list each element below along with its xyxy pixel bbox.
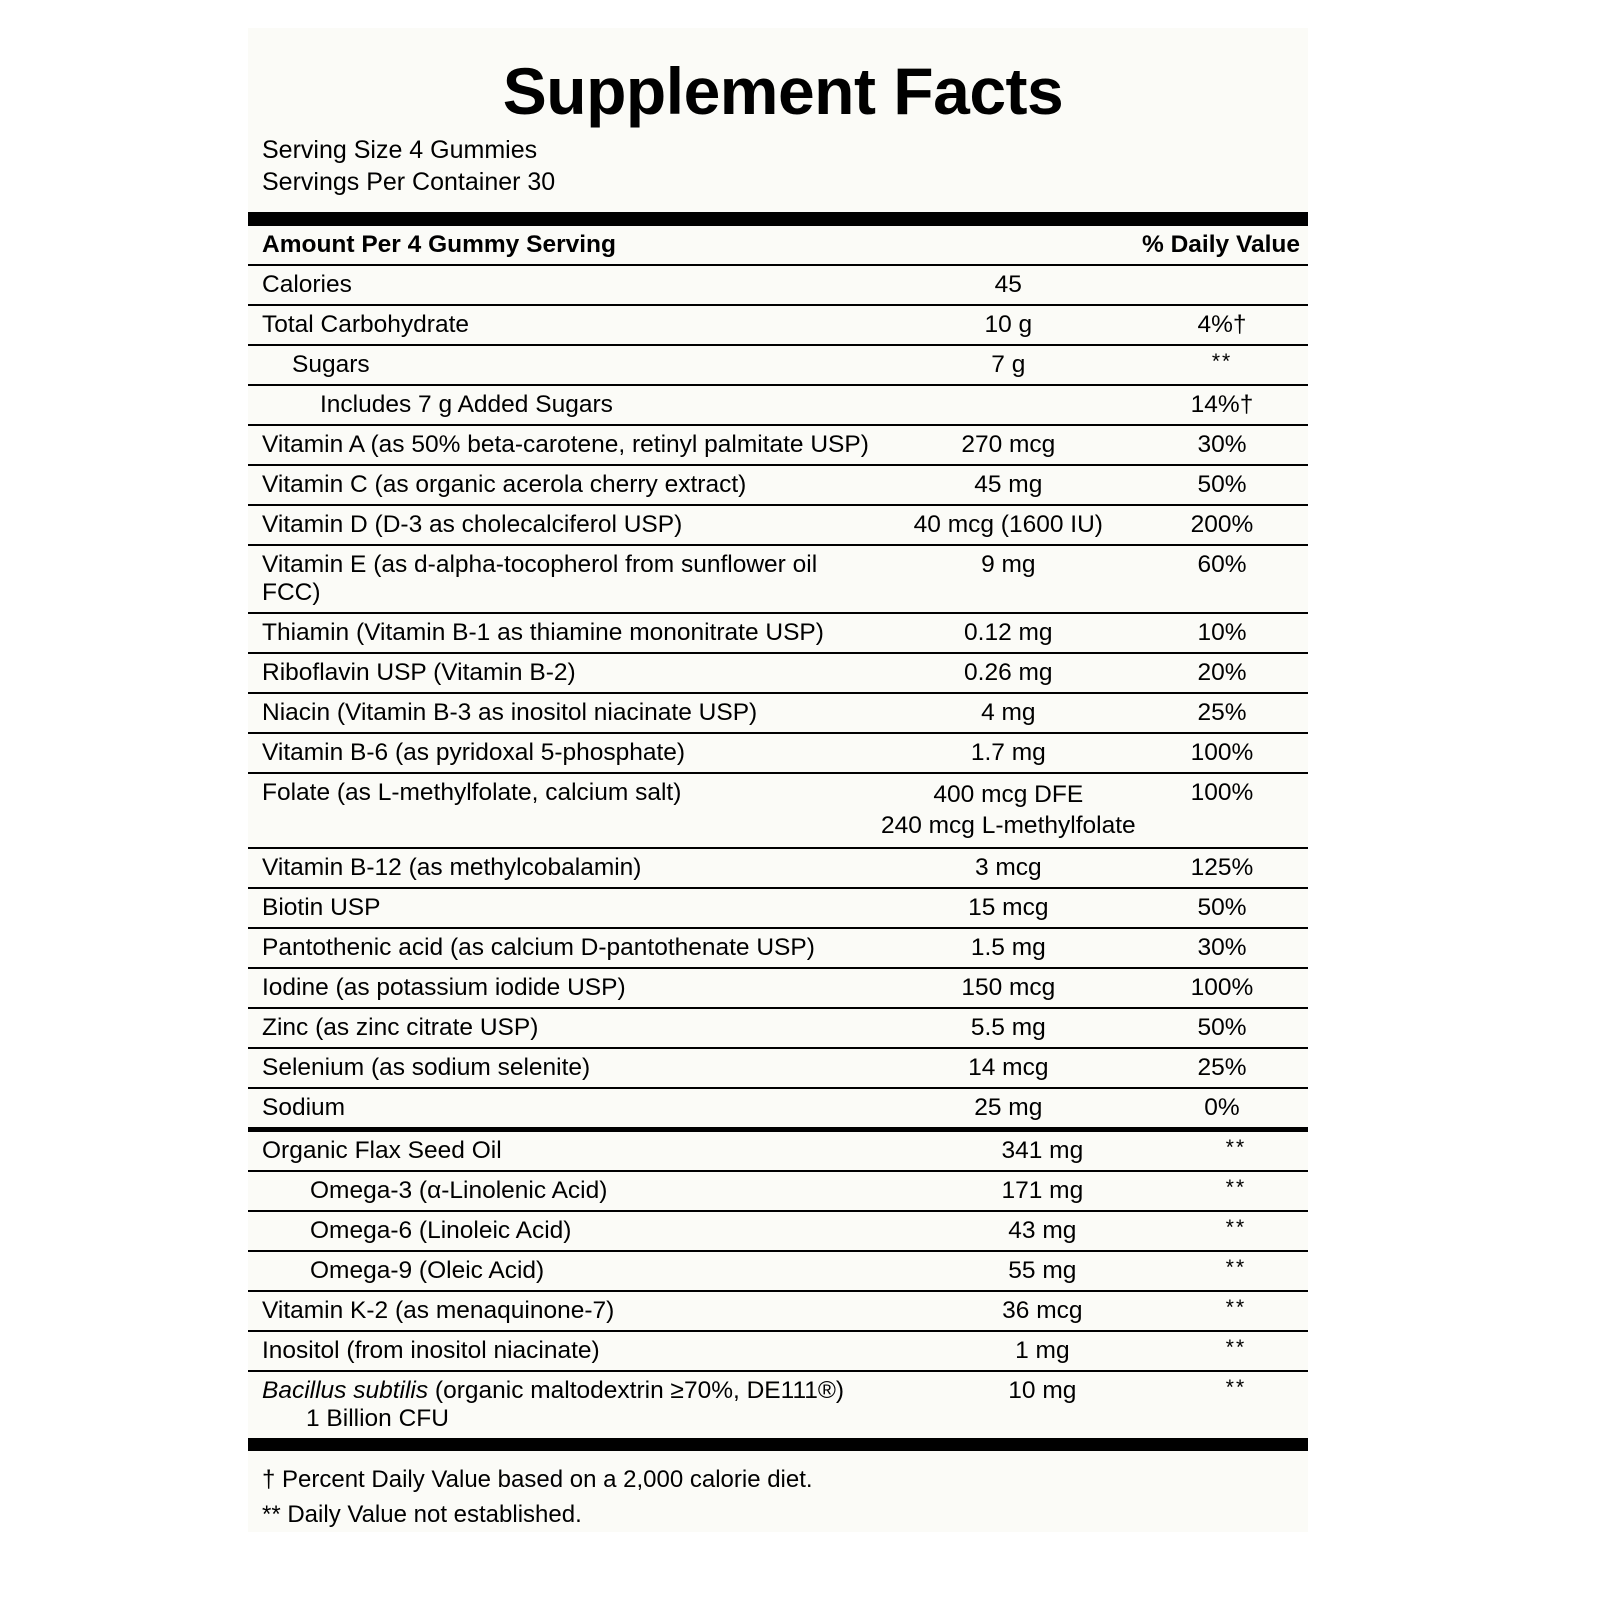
table-row [248,545,1308,613]
nutrient-amount [875,773,1142,848]
nutrient-name: Vitamin E (as d-alpha-tocopherol from sunflower oil FCC) [248,545,875,613]
nutrient-dv: 25% [1142,1048,1308,1088]
table-row [248,1291,1308,1331]
table-row [248,928,1308,968]
daily-value-header: % Daily Value [1142,226,1308,265]
nutrient-amount: 15 mcg [875,888,1142,928]
table-row [248,465,1308,505]
nutrient-amount: 171 mg [915,1171,1170,1211]
nutrient-name: Thiamin (Vitamin B-1 as thiamine mononitrate USP) [248,613,875,653]
nutrient-dv: ** [1170,1132,1308,1171]
nutrient-dv: 100% [1142,733,1308,773]
nutrient-name: Sodium [262,1093,346,1121]
nutrient-amount: 55 mg [915,1251,1170,1291]
nutrient-name: Niacin (Vitamin B-3 as inositol niacinate USP) [248,693,875,733]
nutrient-name: Iodine (as potassium iodide USP) [248,968,875,1008]
nutrient-amount: 1.5 mg [875,928,1142,968]
nutrient-amount-line2: 240 mcg L-methylfolate [880,812,1136,840]
table-row [248,773,1308,848]
nutrient-amount: 9 mg [875,545,1142,613]
nutrient-amount: 7 g [875,345,1142,385]
nutrient-amount: 10 g [875,305,1142,345]
table-row [248,1251,1308,1291]
nutrient-name: Vitamin B-12 (as methylcobalamin) [248,848,875,888]
table-row [248,968,1308,1008]
nutrient-amount: 0.26 mg [875,653,1142,693]
divider-thick-top [248,212,1308,226]
amount-header: Amount Per 4 Gummy Serving [248,226,875,265]
nutrient-name: Zinc (as zinc citrate USP) [248,1008,875,1048]
nutrient-name: Folate (as L-methylfolate, calcium salt) [248,773,875,848]
nutrient-name: Includes 7 g Added Sugars [248,385,875,425]
table-row [248,1088,1308,1127]
serving-info [248,134,1308,198]
nutrient-dv [1142,265,1308,305]
nutrient-amount: 36 mcg [915,1291,1170,1331]
nutrient-name: Vitamin K-2 (as menaquinone-7) [248,1291,915,1331]
nutrient-name: Pantothenic acid (as calcium D-pantothenate USP) [248,928,875,968]
table-row [248,1171,1308,1211]
nutrient-amount: 0.12 mg [875,613,1142,653]
nutrient-amount: 25 mg [974,1093,1043,1121]
table-row [248,733,1308,773]
nutrient-dv: 60% [1142,545,1308,613]
table-row [248,848,1308,888]
nutrient-name: Vitamin D (D-3 as cholecalciferol USP) [248,505,875,545]
nutrient-amount: 150 mcg [875,968,1142,1008]
nutrient-name: Vitamin A (as 50% beta-carotene, retinyl palmitate USP) [248,425,875,465]
nutrient-dv: 50% [1142,465,1308,505]
table-row [248,653,1308,693]
nutrient-amount [875,385,1142,425]
nutrient-amount: 341 mg [915,1132,1170,1171]
nutrient-amount: 45 mg [875,465,1142,505]
nutrient-dv: ** [1170,1331,1308,1371]
nutrient-amount: 14 mcg [875,1048,1142,1088]
servings-per-container: Servings Per Container 30 [262,168,556,196]
nutrient-name: Riboflavin USP (Vitamin B-2) [248,653,875,693]
table-row [248,693,1308,733]
nutrient-dv: 50% [1142,888,1308,928]
footnote-dagger: † Percent Daily Value based on a 2,000 calorie diet. [262,1465,813,1493]
nutrient-name: Omega-9 (Oleic Acid) [248,1251,915,1291]
nutrient-amount: 1.7 mg [875,733,1142,773]
nutrient-name: Calories [248,265,875,305]
header-spacer [875,226,1142,265]
nutrient-dv: 30% [1142,425,1308,465]
table-row [248,1331,1308,1371]
nutrient-dv: 0% [1204,1093,1240,1121]
table-row [248,888,1308,928]
nutrient-amount: 40 mcg (1600 IU) [875,505,1142,545]
nutrient-dv: 30% [1142,928,1308,968]
table-row [248,1008,1308,1048]
nutrient-dv: 10% [1142,613,1308,653]
nutrient-name: Selenium (as sodium selenite) [248,1048,875,1088]
nutrient-name: Vitamin B-6 (as pyridoxal 5-phosphate) [248,733,875,773]
nutrient-name [248,1371,915,1438]
nutrient-dv: ** [1170,1171,1308,1211]
nutrient-dv: 14%† [1142,385,1308,425]
nutrient-table-secondary [248,1132,1308,1438]
nutrient-amount: 10 mg [1008,1376,1077,1404]
table-row [248,425,1308,465]
nutrient-name: Inositol (from inositol niacinate) [248,1331,915,1371]
nutrient-name-detail: (organic maltodextrin ≥70%, DE111®) [428,1376,845,1404]
nutrient-name: Omega-3 (α-Linolenic Acid) [248,1171,915,1211]
nutrient-dv: 200% [1142,505,1308,545]
table-row [248,1211,1308,1251]
table-row [248,385,1308,425]
nutrient-name: Organic Flax Seed Oil [248,1132,915,1171]
page-title: Supplement Facts [502,54,1064,128]
nutrient-name: Omega-6 (Linoleic Acid) [248,1211,915,1251]
nutrient-amount: 3 mcg [875,848,1142,888]
nutrient-name: Vitamin C (as organic acerola cherry extract) [248,465,875,505]
table-row [248,265,1308,305]
serving-size: Serving Size 4 Gummies [262,136,538,164]
table-row [248,505,1308,545]
footnotes [248,1451,1308,1533]
supplement-facts-panel [248,28,1308,1532]
nutrient-dv: ** [1170,1291,1308,1331]
nutrient-amount: 45 [875,265,1142,305]
nutrient-dv: 100% [1142,968,1308,1008]
nutrient-name-organism: Bacillus subtilis [262,1376,429,1404]
nutrient-name: Biotin USP [248,888,875,928]
footnote-stars: ** Daily Value not established. [262,1500,582,1528]
nutrient-amount: 1 mg [915,1331,1170,1371]
nutrient-dv: 50% [1142,1008,1308,1048]
nutrient-dv: 20% [1142,653,1308,693]
nutrient-dv: 4%† [1142,305,1308,345]
nutrient-dv: ** [1170,1211,1308,1251]
nutrient-amount: 270 mcg [875,425,1142,465]
nutrient-name: Sugars [248,345,875,385]
divider-thick-bottom [248,1438,1308,1451]
nutrient-amount: 4 mg [875,693,1142,733]
nutrient-amount: 5.5 mg [875,1008,1142,1048]
nutrient-amount-line1: 400 mcg DFE [933,781,1084,808]
nutrient-name-line2: 1 Billion CFU [306,1404,449,1432]
nutrient-dv: ** [1170,1251,1308,1291]
table-row [248,305,1308,345]
table-row [248,1132,1308,1171]
nutrient-dv: 25% [1142,693,1308,733]
table-header-row [248,226,1308,265]
table-row [248,345,1308,385]
nutrient-dv: 125% [1142,848,1308,888]
nutrient-dv: 100% [1142,773,1308,848]
nutrient-dv: ** [1225,1375,1247,1399]
table-row [248,1371,1308,1438]
table-row [248,613,1308,653]
nutrient-amount: 43 mg [915,1211,1170,1251]
nutrient-table-main [248,226,1308,1127]
nutrient-dv: ** [1142,345,1308,385]
table-row [248,1048,1308,1088]
nutrient-name: Total Carbohydrate [248,305,875,345]
